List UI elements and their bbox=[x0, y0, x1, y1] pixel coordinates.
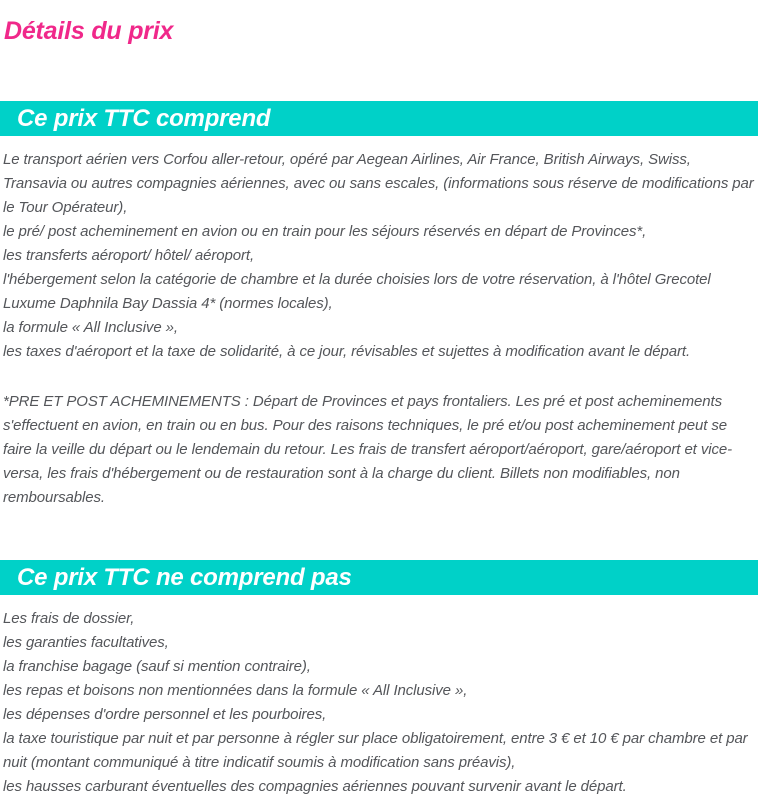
pre-post-acheminements-footnote: *PRE ET POST ACHEMINEMENTS : Départ de Provinces et pays frontaliers. Les pré et post acheminements s'effectuent en avion, en train ou en bus. Pour des raisons techniques, le pré et/ou post acheminement peut se faire la veille du départ ou le lendemain du retour. Les frais de transfert aéroport/aéroport, gare/aéroport et vice-versa, les frais d'hébergement ou de restauration sont à la charge du client. Billets non modifiables, non remboursables. bbox=[3, 393, 732, 506]
excludes-item: les repas et boisons non mentionnées dans la formule « All Inclusive », bbox=[3, 682, 468, 699]
section-excludes-heading: Ce prix TTC ne comprend pas bbox=[0, 560, 758, 595]
includes-item: les transferts aéroport/ hôtel/ aéroport, bbox=[3, 247, 255, 264]
excludes-item: Les frais de dossier, bbox=[3, 610, 135, 627]
section-includes-body bbox=[0, 136, 758, 510]
excludes-item: la taxe touristique par nuit et par personne à régler sur place obligatoirement, entre 3 € et 10 € par chambre et par nuit (montant communiqué à titre indicatif soumis à modification sans préavis), bbox=[3, 730, 748, 771]
section-price-includes bbox=[0, 101, 758, 510]
includes-item: le pré/ post acheminement en avion ou en train pour les séjours réservés en départ de Provinces*, bbox=[3, 223, 647, 240]
excludes-item: la franchise bagage (sauf si mention contraire), bbox=[3, 658, 311, 675]
section-excludes-body bbox=[0, 595, 758, 799]
excludes-item: les hausses carburant éventuelles des compagnies aériennes pouvant survenir avant le départ. bbox=[3, 778, 627, 795]
includes-item: l'hébergement selon la catégorie de chambre et la durée choisies lors de votre réservation, à l'hôtel Grecotel Luxume Daphnila Bay Dassia 4* (normes locales), bbox=[3, 271, 711, 312]
price-details-page bbox=[0, 15, 758, 794]
section-price-excludes bbox=[0, 560, 758, 799]
section-includes-heading: Ce prix TTC comprend bbox=[0, 101, 758, 136]
includes-item: Le transport aérien vers Corfou aller-retour, opéré par Aegean Airlines, Air France, British Airways, Swiss, Transavia ou autres compagnies aériennes, avec ou sans escales, (informations sous réserve de modifications par le Tour Opérateur), bbox=[3, 151, 754, 216]
page-title: Détails du prix bbox=[4, 17, 174, 45]
excludes-item: les garanties facultatives, bbox=[3, 634, 169, 651]
excludes-item: les dépenses d'ordre personnel et les pourboires, bbox=[3, 706, 327, 723]
includes-item: les taxes d'aéroport et la taxe de solidarité, à ce jour, révisables et sujettes à modification avant le départ. bbox=[3, 343, 691, 360]
includes-item: la formule « All Inclusive », bbox=[3, 319, 178, 336]
